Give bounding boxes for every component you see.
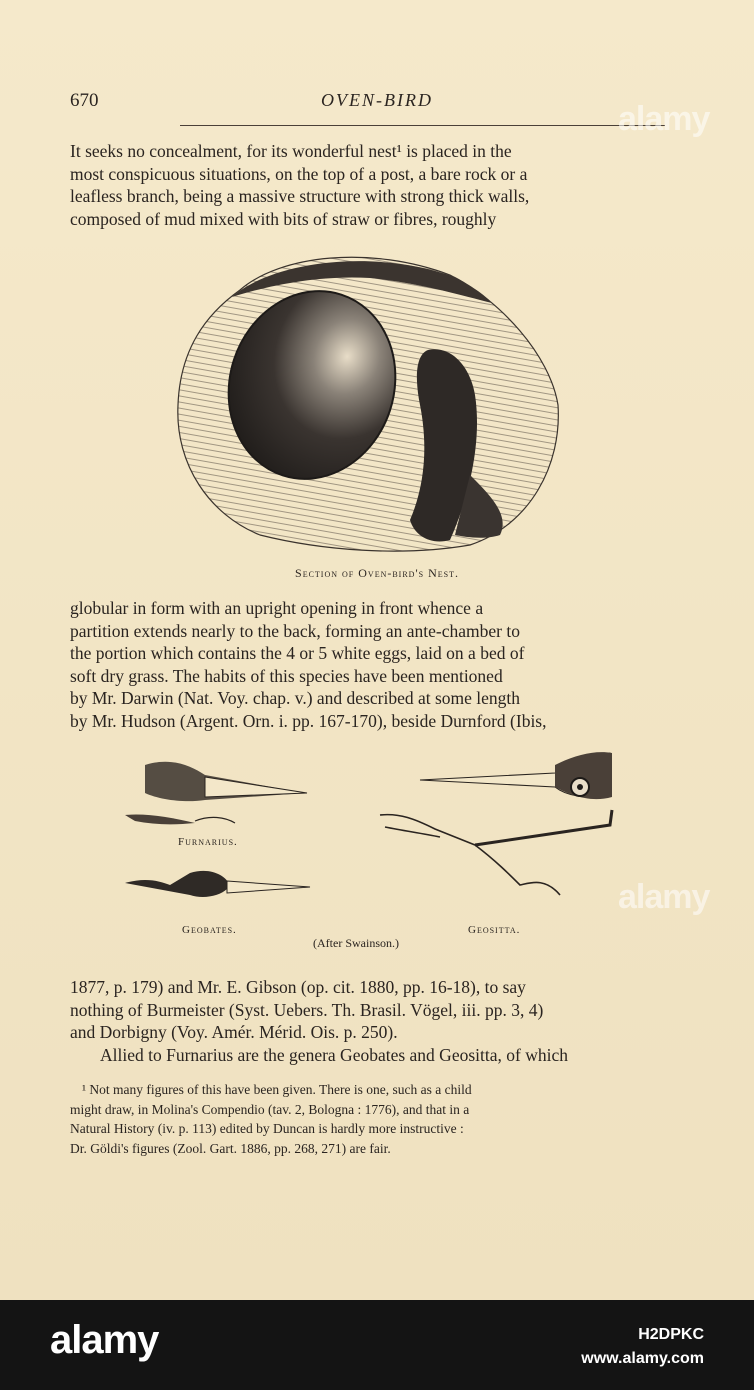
text-line: 1877, p. 179) and Mr. E. Gibson (op. cit. 1880, pp. 16-18), to say	[70, 977, 526, 997]
text-line: partition extends nearly to the back, forming an ante-chamber to	[70, 620, 520, 641]
text-line: Allied to Furnarius are the genera Geobates and Geositta, of which	[100, 1044, 568, 1065]
footer-identifier	[581, 1323, 704, 1371]
text-line: globular in form with an upright opening in front whence a	[70, 598, 484, 618]
paragraph-2	[70, 597, 664, 733]
footnote-line: Dr. Göldi's figures (Zool. Gart. 1886, pp. 268, 271) are fair.	[70, 1140, 391, 1156]
geobates-label: Geobates.	[182, 924, 237, 936]
furnarius-head-drawing	[145, 762, 307, 801]
site-url: www.alamy.com	[581, 1350, 704, 1367]
figure-credit: (After Swainson.)	[313, 936, 399, 950]
page-number: 670	[70, 90, 99, 111]
text-line: composed of mud mixed with bits of straw or fibres, roughly	[70, 208, 497, 229]
text-line: the portion which contains the 4 or 5 white eggs, laid on a bed of	[70, 643, 525, 664]
text-line: soft dry grass. The habits of this species have been mentioned	[70, 665, 503, 686]
furnarius-foot-drawing	[125, 814, 235, 824]
nest-figure-caption: Section of Oven-bird's Nest.	[295, 566, 459, 580]
text-line: by Mr. Darwin (Nat. Voy. chap. v.) and described at some length	[70, 688, 521, 709]
header-rule	[180, 125, 665, 126]
text-line: and Dorbigny (Voy. Amér. Mérid. Ois. p. 250).	[70, 1022, 398, 1043]
geositta-head-drawing	[420, 752, 612, 799]
beak-illustrations	[115, 745, 625, 915]
text-line: leafless branch, being a massive structure with strong thick walls,	[70, 186, 530, 207]
paragraph-1	[70, 140, 664, 230]
footnote-line: ¹ Not many figures of this have been given. There is one, such as a child	[82, 1082, 472, 1097]
image-id: H2DPKC	[638, 1326, 704, 1343]
furnarius-label: Furnarius.	[178, 836, 238, 848]
nest-section-illustration	[170, 245, 565, 555]
running-title: OVEN-BIRD	[321, 90, 433, 110]
text-line: by Mr. Hudson (Argent. Orn. i. pp. 167-170), beside Durnford (Ibis,	[70, 710, 547, 731]
geobates-head-drawing	[125, 871, 310, 897]
footnote	[70, 1080, 664, 1158]
text-line: most conspicuous situations, on the top of a post, a bare rock or a	[70, 163, 528, 184]
watermark-top: alamy	[618, 100, 710, 138]
footnote-line: Natural History (iv. p. 113) edited by Duncan is hardly more instructive :	[70, 1121, 464, 1136]
paragraph-3	[70, 976, 664, 1066]
text-line: nothing of Burmeister (Syst. Uebers. Th. Brasil. Vögel, iii. pp. 3, 4)	[70, 999, 544, 1020]
text-line: It seeks no concealment, for its wonderful nest¹ is placed in the	[70, 141, 512, 161]
geositta-label: Geositta.	[468, 924, 521, 936]
watermark-middle: alamy	[618, 878, 710, 916]
footer-logo: alamy	[50, 1318, 159, 1362]
geositta-foot-drawing	[380, 810, 612, 895]
footnote-line: might draw, in Molina's Compendio (tav. 2, Bologna : 1776), and that in a	[70, 1101, 470, 1117]
